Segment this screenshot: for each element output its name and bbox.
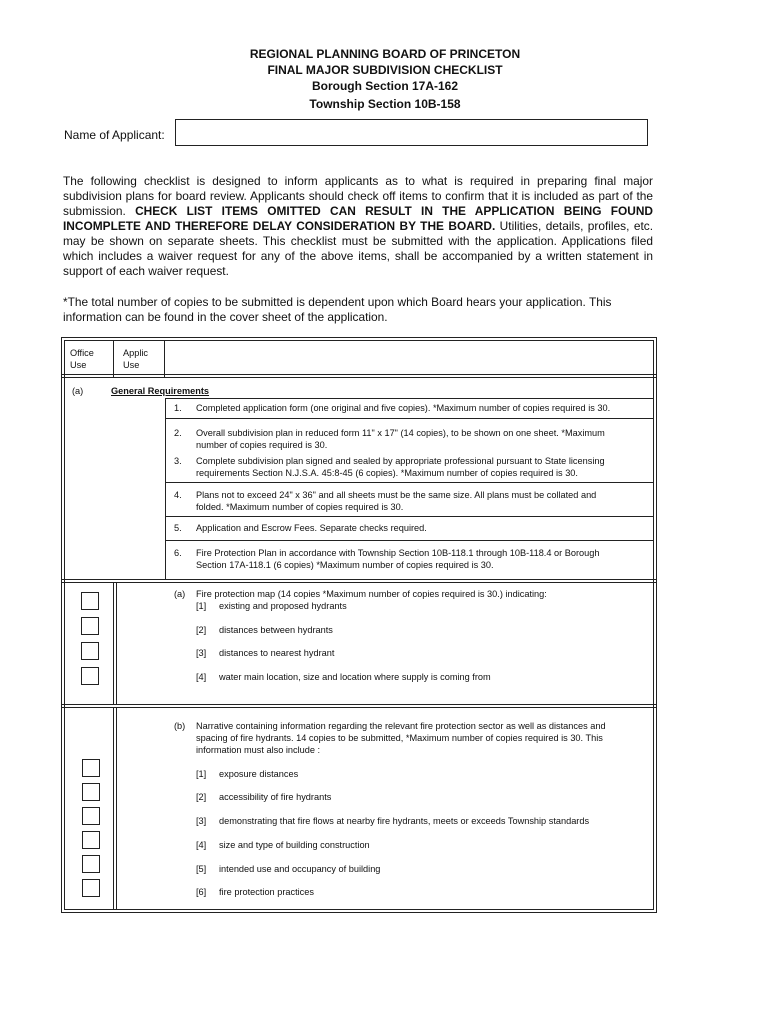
- section-divider: [61, 707, 657, 708]
- sub-marker-a: (a): [174, 589, 186, 599]
- checkbox-a3[interactable]: [81, 642, 99, 660]
- checkbox-b6[interactable]: [82, 879, 100, 897]
- sub-b-item-number: [3]: [196, 816, 207, 826]
- row-divider: [165, 516, 654, 517]
- item-text: Complete subdivision plan signed and sealed by appropriate professional pursuant to State licensing requirements Section N.J.S.A. 45:8-45 (6 copies). *Maximum number of copies required is 30.: [196, 456, 605, 478]
- sub-b-item-number: [6]: [196, 887, 207, 897]
- applicant-label: Name of Applicant:: [64, 128, 165, 142]
- row-divider: [165, 482, 654, 483]
- sub-b-item-text: exposure distances: [219, 769, 299, 779]
- sub-b-item-number: [4]: [196, 840, 207, 850]
- document-header: [0, 46, 770, 112]
- item-number: 2.: [174, 428, 182, 438]
- sub-b-item-text: accessibility of fire hydrants: [219, 792, 332, 802]
- item-text: Completed application form (one original and five copies). *Maximum number of copies required is 30.: [196, 403, 611, 413]
- row-divider: [61, 582, 657, 583]
- item-text: Fire Protection Plan in accordance with Township Section 10B-118.1 through 10B-118.4 or Borough Section 17A-118.1 (6 copies) *Maximum number of copies required is 30.: [196, 548, 600, 570]
- sub-a-item-number: [3]: [196, 648, 207, 658]
- applic-col-divider: [164, 340, 165, 377]
- col-header-office: Office Use: [70, 348, 94, 370]
- section-title: General Requirements: [111, 386, 210, 396]
- header-title: REGIONAL PLANNING BOARD OF PRINCETON: [249, 47, 521, 61]
- row-divider: [165, 418, 654, 419]
- intro-warning: CHECK LIST ITEMS OMITTED CAN RESULT IN THE APPLICATION BEING FOUND INCOMPLETE AND THEREFORE DELAY CONSIDERATION BY THE BOARD.: [63, 204, 653, 233]
- sub-a-item-number: [4]: [196, 672, 207, 682]
- item-text: Plans not to exceed 24" x 36" and all sheets must be the same size. All plans must be collated and folded. *Maximum number of copies required is 30.: [196, 490, 597, 512]
- applicant-name-field[interactable]: [175, 119, 648, 146]
- item-number: 3.: [174, 456, 182, 466]
- section-divider: [61, 704, 657, 705]
- item-number: 5.: [174, 523, 182, 533]
- section-marker: (a): [72, 386, 84, 396]
- item-number: 4.: [174, 490, 182, 500]
- checkbox-a2[interactable]: [81, 617, 99, 635]
- intro-text-2: Utilities, details, profiles, etc. may be shown on separate sheets. This checklist must be submitted with the application. Applications filed which includes a waiver request for any of the above items, shall be accompanied by a written statement in support of each waiver request.: [63, 219, 653, 278]
- sub-a-item-text: existing and proposed hydrants: [219, 601, 347, 611]
- item-number: 6.: [174, 548, 182, 558]
- sub-b-intro: Narrative containing information regarding the relevant fire protection sector as well as distances and spacing of fire hydrants. 14 copies to be submitted, *Maximum number of copies required is 30. This information must also include :: [196, 721, 606, 755]
- sub-a-item-number: [1]: [196, 601, 207, 611]
- office-col-divider-b2: [116, 707, 117, 910]
- sub-b-item-number: [5]: [196, 864, 207, 874]
- intro-text-1: The following checklist is designed to inform applicants as to what is required in preparing final major subdivision plans for board review. Applicants should check off items to confirm that it is included as part of the submission.: [63, 174, 653, 218]
- checkbox-b1[interactable]: [82, 759, 100, 777]
- office-col-divider: [113, 340, 114, 377]
- checkbox-b3[interactable]: [82, 807, 100, 825]
- sub-b-item-text: demonstrating that fire flows at nearby fire hydrants, meets or exceeds Township standards: [219, 816, 590, 826]
- sub-a-item-number: [2]: [196, 625, 207, 635]
- sub-a-item-text: distances between hydrants: [219, 625, 333, 635]
- checkbox-a4[interactable]: [81, 667, 99, 685]
- sub-b-item-number: [1]: [196, 769, 207, 779]
- header-subtitle: FINAL MAJOR SUBDIVISION CHECKLIST: [267, 63, 503, 77]
- col-header-applic: Applic Use: [123, 348, 149, 370]
- sub-b-item-text: intended use and occupancy of building: [219, 864, 381, 874]
- office-col-divider-a2: [116, 582, 117, 704]
- checkbox-a1[interactable]: [81, 592, 99, 610]
- header-row-divider-outer: [61, 374, 657, 375]
- row-divider: [165, 540, 654, 541]
- sub-a-title: Fire protection map (14 copies *Maximum number of copies required is 30.) indicating:: [196, 589, 547, 599]
- item-text: Overall subdivision plan in reduced form 11" x 17" (14 copies), to be shown on one sheet. *Maximum number of copies required is 30.: [196, 428, 605, 450]
- checkbox-b2[interactable]: [82, 783, 100, 801]
- copies-note: *The total number of copies to be submitted is dependent upon which Board hears your application. This information can be found in the cover sheet of the application.: [63, 295, 612, 324]
- sub-marker-b: (b): [174, 721, 186, 731]
- sub-b-item-text: size and type of building construction: [219, 840, 370, 850]
- sub-b-item-number: [2]: [196, 792, 207, 802]
- office-col-divider-a: [113, 582, 114, 704]
- sub-a-item-text: distances to nearest hydrant: [219, 648, 335, 658]
- intro-paragraph: [63, 174, 653, 279]
- sub-a-item-text: water main location, size and location where supply is coming from: [219, 672, 491, 682]
- header-township-section: Township Section 10B-158: [309, 97, 461, 111]
- item-number: 1.: [174, 403, 182, 413]
- row-divider: [165, 398, 654, 399]
- row-divider: [61, 579, 657, 580]
- header-borough-section: Borough Section 17A-162: [311, 79, 459, 93]
- items-col-divider: [165, 398, 166, 580]
- header-row-divider-inner: [61, 377, 657, 378]
- sub-b-item-text: fire protection practices: [219, 887, 314, 897]
- item-text: Application and Escrow Fees. Separate checks required.: [196, 523, 427, 533]
- checkbox-b4[interactable]: [82, 831, 100, 849]
- office-col-divider-b: [113, 707, 114, 910]
- checkbox-b5[interactable]: [82, 855, 100, 873]
